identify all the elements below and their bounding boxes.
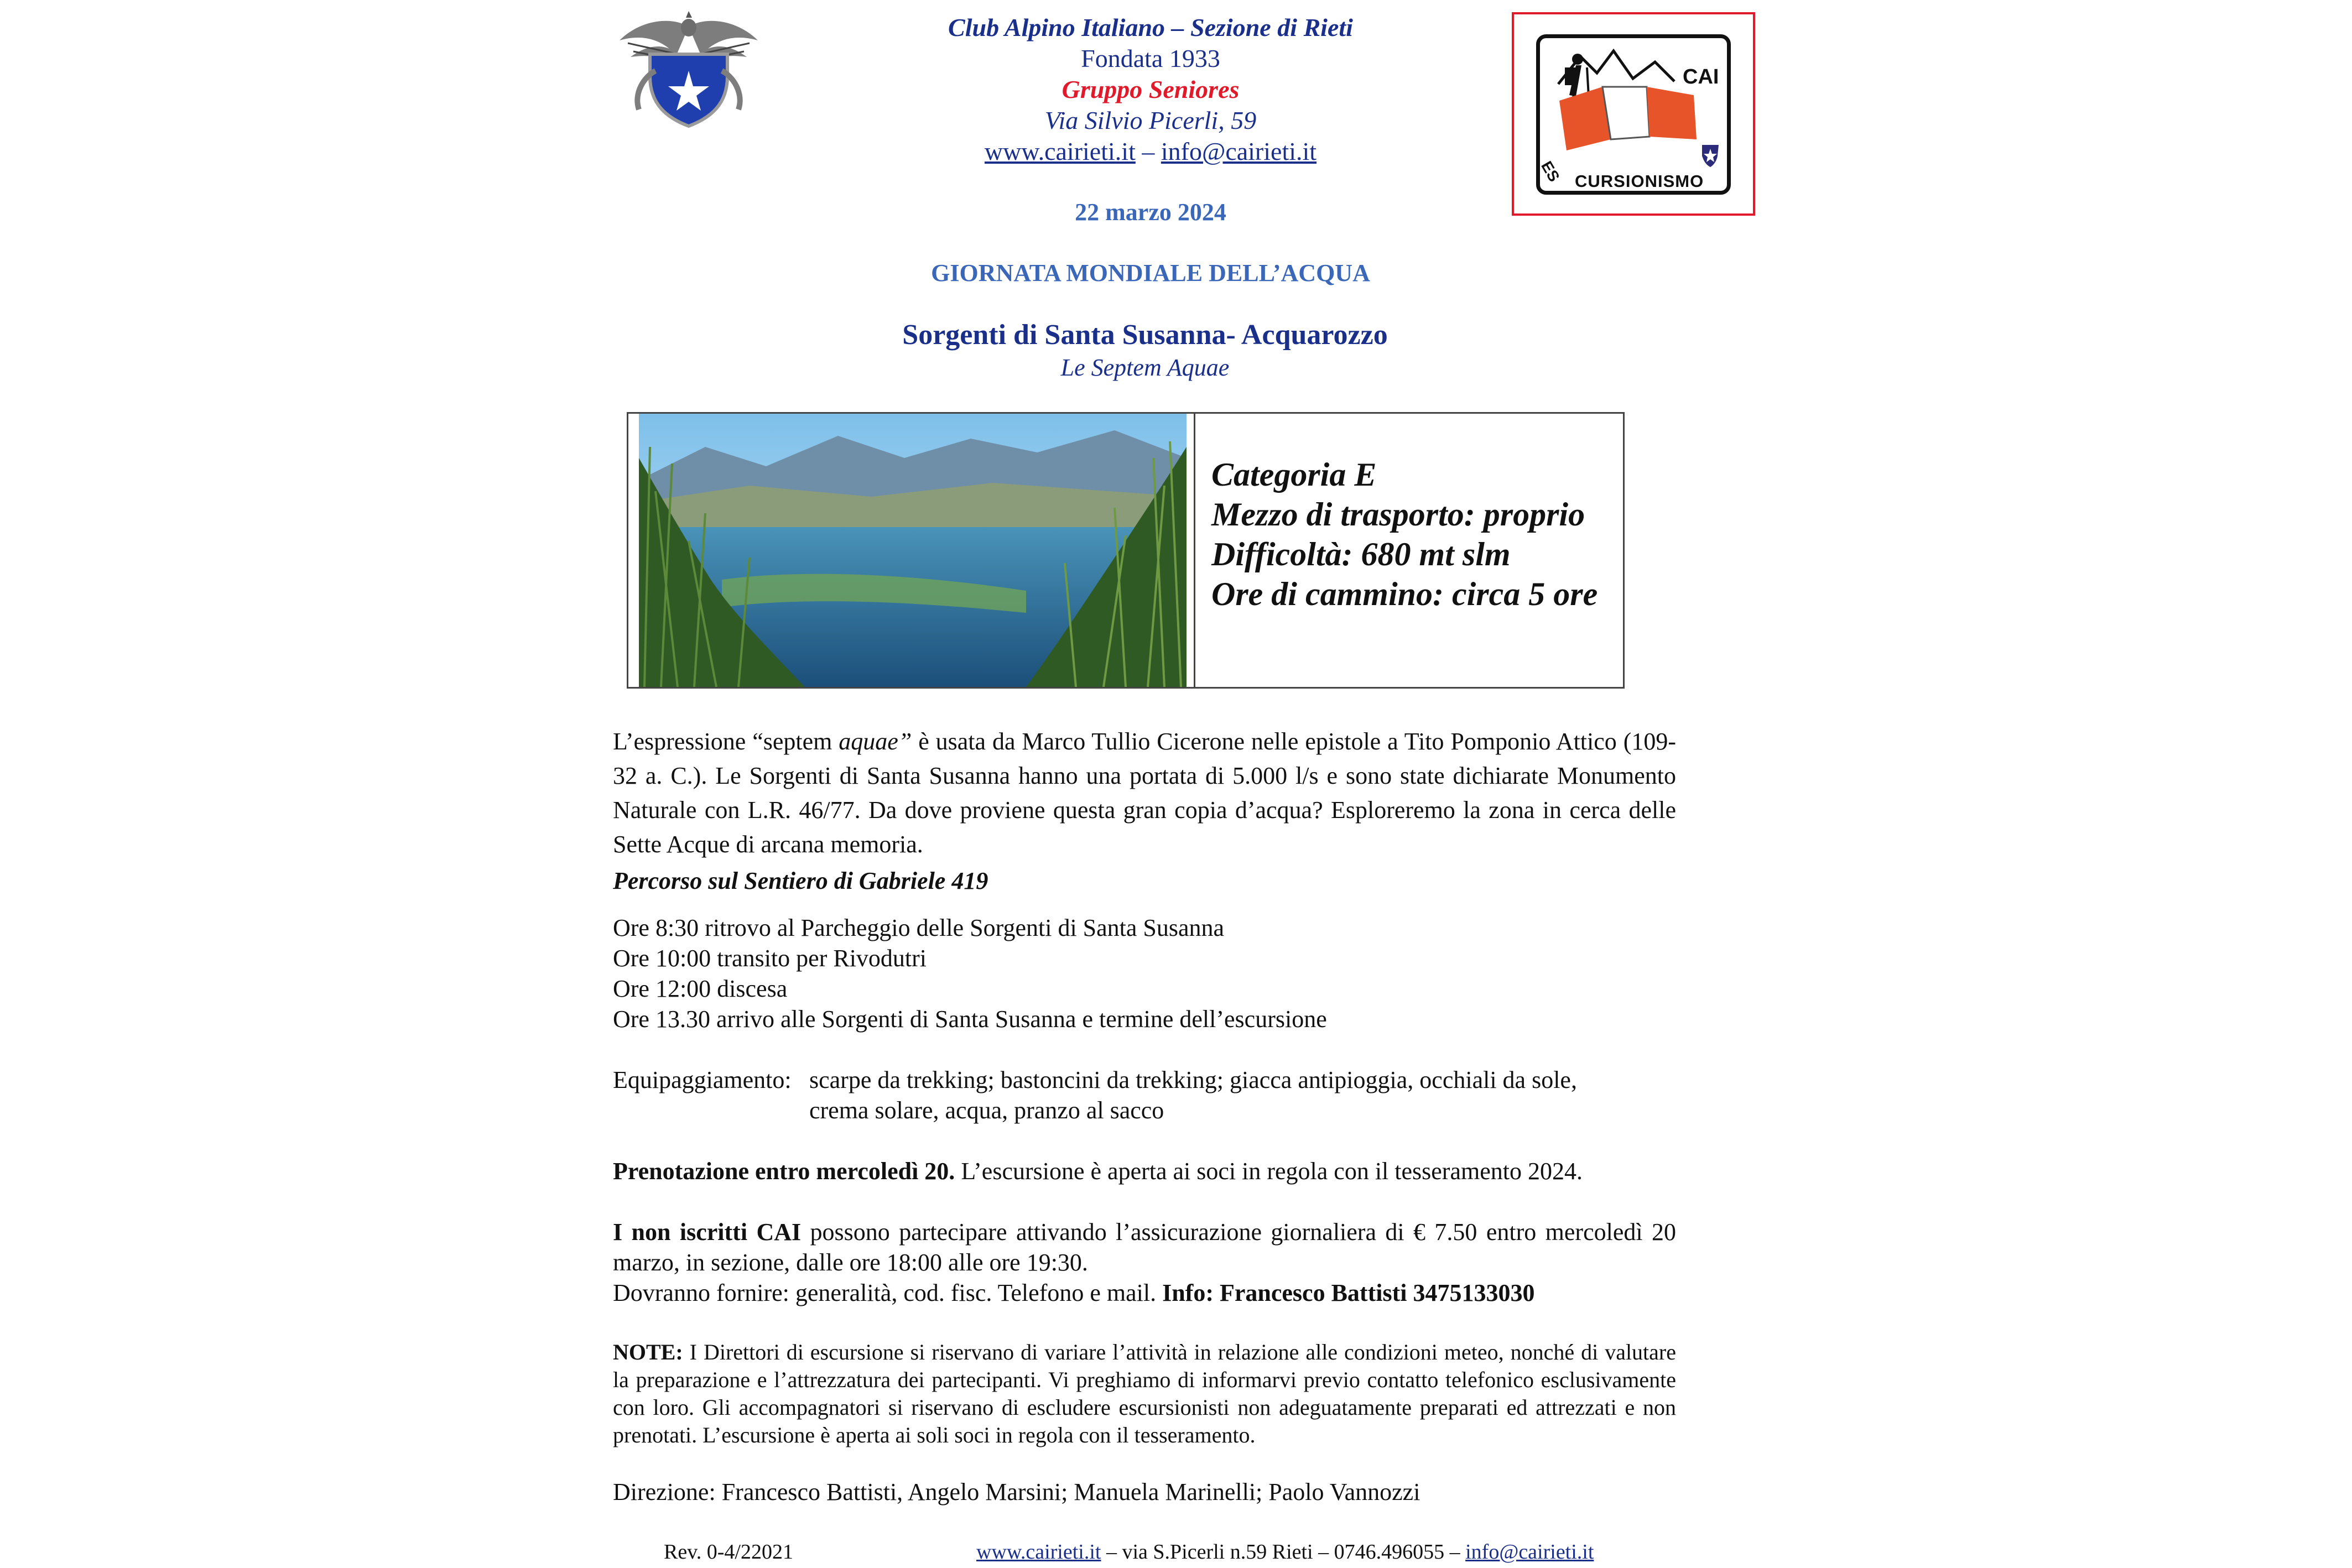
equipment-line-2: crema solare, acqua, pranzo al sacco (809, 1097, 1164, 1124)
footer-website-link[interactable]: www.cairieti.it (976, 1540, 1101, 1564)
non-members-text (613, 1217, 1676, 1278)
lake-photo (639, 414, 1187, 687)
schedule-item: Ore 12:00 discesa (613, 975, 788, 1002)
cai-logo (617, 10, 761, 129)
schedule-item: Ore 10:00 transito per Rivodutri (613, 945, 927, 972)
non-members-label: I non iscritti CAI (613, 1218, 802, 1246)
difficolta-text: Difficoltà: 680 mt slm (1211, 536, 1511, 572)
schedule-item: Ore 13.30 arrivo alle Sorgenti di Santa Susanna e termine dell’escursione (613, 1006, 1327, 1033)
categoria-text: Categoria E (1211, 456, 1377, 493)
website-link[interactable]: www.cairieti.it (984, 137, 1136, 165)
email-link[interactable]: info@cairieti.it (1161, 137, 1317, 165)
event-title: Sorgenti di Santa Susanna- Acquarozzo (902, 319, 1388, 351)
trasporto-text: Mezzo di trasporto: proprio (1211, 496, 1585, 533)
required-data-text: Dovranno fornire: generalità, cod. fisc. Telefono e mail. (613, 1279, 1157, 1306)
footer-address: – via S.Picerli n.59 Rieti – 0746.496055 – (1101, 1540, 1466, 1564)
info-box-divider (1194, 412, 1195, 689)
contact-separator: – (1142, 137, 1155, 165)
revision-text: Rev. 0-4/22021 (664, 1540, 793, 1564)
notes-text: I Direttori di escursione si riservano di variare l’attività in relazione alle condizioni meteo, nonché di valutare la preparazione e l’attrezzatura dei partecipanti. Vi preghiamo di informarvi previo contatto telefonico esclusivamente con loro. Gli accompagnatori si riservano di escludere escursionisti non adeguatamente preparati ed attrezzati e non prenotati. L’escursione è aperta ai soli soci in regola con il tesseramento. (613, 1340, 1676, 1447)
info-box-text (1211, 455, 1621, 614)
notes-label: NOTE: (613, 1340, 683, 1364)
event-occasion: GIORNATA MONDIALE DELL’ACQUA (931, 259, 1370, 286)
schedule-item: Ore 8:30 ritrovo al Parcheggio delle Sorgenti di Santa Susanna (613, 914, 1225, 941)
contact-info-line (613, 1278, 1676, 1308)
description-part-2: aquae” (839, 728, 912, 755)
contact-line (863, 136, 1438, 167)
group-name: Gruppo Seniores (1061, 75, 1240, 103)
notes-paragraph (613, 1338, 1676, 1449)
description-paragraph (613, 725, 1676, 862)
ore-cammino-text: Ore di cammino: circa 5 ore (1211, 576, 1598, 612)
non-members-detail: possono partecipare attivando l’assicurazione giornaliera di € 7.50 entro mercoledì 20 marzo, in sezione, dalle ore 18:00 alle ore 19:30. (613, 1218, 1676, 1276)
footer-contact (976, 1539, 1594, 1565)
escursionismo-logo-top-text: CAI (1683, 65, 1719, 88)
description-part-1: L’espressione “septem (613, 728, 839, 755)
hiker-flag-icon (1536, 34, 1735, 195)
cai-eagle-star-icon (617, 10, 761, 129)
founded-text: Fondata 1933 (1081, 44, 1220, 72)
booking-deadline: Prenotazione entro mercoledì 20. (613, 1158, 955, 1185)
booking-text (613, 1156, 1676, 1186)
info-contact: Info: Francesco Battisti 3475133030 (1156, 1279, 1535, 1306)
org-name: Club Alpino Italiano – Sezione di Rieti (948, 13, 1353, 41)
escursionismo-logo-arc-text: ES (1538, 158, 1563, 185)
address-text: Via Silvio Picerli, 59 (1044, 106, 1257, 134)
event-subtitle: Le Septem Aquae (1060, 354, 1230, 381)
route-text: Percorso sul Sentiero di Gabriele 419 (613, 867, 988, 894)
booking-detail: L’escursione è aperta ai soci in regola con il tesseramento 2024. (955, 1158, 1583, 1185)
escursionismo-logo (1512, 12, 1755, 216)
footer-email-link[interactable]: info@cairieti.it (1465, 1540, 1594, 1564)
escursionismo-logo-bottom-text: CURSIONISMO (1575, 171, 1704, 191)
direction-text: Direzione: Francesco Battisti, Angelo Marsini; Manuela Marinelli; Paolo Vannozzi (613, 1478, 1420, 1506)
description-part-3: è usata da Marco Tullio Cicerone nelle epistole a Tito Pomponio Attico (109-32 a. C.). Le Sorgenti di Santa Susanna hanno una portata di 5.000 l/s e sono state dichiarate Monumento Naturale con L.R. 46/77. Da dove proviene questa gran copia d’acqua? Esploreremo la zona in cerca delle Sette Acque di arcana memoria. (613, 728, 1676, 858)
equipment-line-1: scarpe da trekking; bastoncini da trekking; giacca antipioggia, occhiali da sole, (809, 1066, 1577, 1093)
equipment-label: Equipaggiamento: (613, 1066, 792, 1093)
event-date: 22 marzo 2024 (1075, 199, 1226, 226)
lake-landscape-image (639, 414, 1187, 687)
